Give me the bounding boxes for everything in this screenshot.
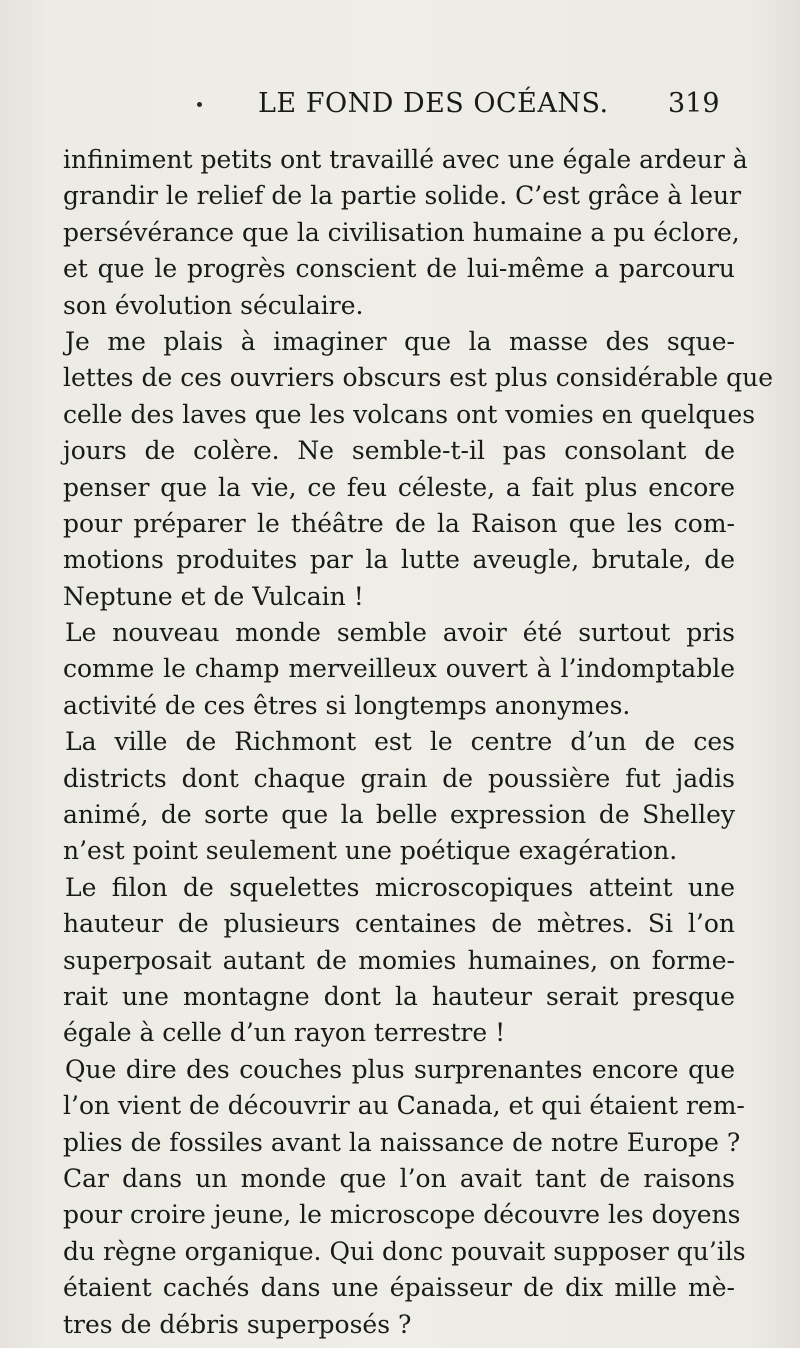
page-number: 319 (668, 88, 720, 119)
printer-mark (197, 102, 202, 107)
running-head (0, 88, 800, 128)
text-line: n’est point seulement une poétique exagération. (63, 836, 678, 866)
text-line: son évolution séculaire. (63, 290, 364, 320)
text-line: comme le champ merveilleux ouvert à l’indomptable (63, 654, 735, 684)
text-line: persévérance que la civilisation humaine a pu éclore, (63, 217, 740, 247)
text-line: Car dans un monde que l’on avait tant de raisons (63, 1163, 735, 1193)
text-line: pour croire jeune, le microscope découvre les doyens (63, 1200, 741, 1230)
text-line: hauteur de plusieurs centaines de mètres. Si l’on (63, 909, 735, 939)
paragraph-start-line: Le nouveau monde semble avoir été surtout pris (65, 618, 735, 648)
text-line: étaient cachés dans une épaisseur de dix mille mè- (63, 1273, 735, 1303)
text-line: rait une montagne dont la hauteur serait presque (63, 981, 735, 1011)
text-line: grandir le relief de la partie solide. C’est grâce à leur (63, 181, 742, 211)
text-line: animé, de sorte que la belle expression de Shelley (63, 800, 735, 830)
text-line: activité de ces êtres si longtemps anonymes. (63, 690, 631, 720)
text-line: et que le progrès conscient de lui-même a parcouru (63, 254, 735, 284)
text-line: motions produites par la lutte aveugle, brutale, de (63, 545, 735, 575)
text-line: penser que la vie, ce feu céleste, a fait plus encore (63, 472, 735, 502)
paragraph-start-line: Que dire des couches plus surprenantes encore que (65, 1054, 735, 1084)
text-line: l’on vient de découvrir au Canada, et qui étaient rem- (63, 1091, 745, 1121)
text-line: lettes de ces ouvriers obscurs est plus considérable que (63, 363, 773, 393)
text-line: superposait autant de momies humaines, on forme- (63, 945, 735, 975)
text-line: pour préparer le théâtre de la Raison que les com- (63, 508, 735, 538)
body-text (63, 142, 773, 1343)
text-line: tres de débris superposés ? (63, 1309, 412, 1339)
running-title: LE FOND DES OCÉANS. (258, 88, 609, 119)
text-line: égale à celle d’un rayon terrestre ! (63, 1018, 506, 1048)
text-line: celle des laves que les volcans ont vomies en quelques (63, 399, 756, 429)
text-line: plies de fossiles avant la naissance de notre Europe ? (63, 1127, 741, 1157)
paragraph-start-line: Je me plais à imaginer que la masse des sque- (65, 326, 735, 356)
text-line: du règne organique. Qui donc pouvait supposer qu’ils (63, 1236, 746, 1266)
text-line: districts dont chaque grain de poussière fut jadis (63, 763, 735, 793)
text-line: infiniment petits ont travaillé avec une égale ardeur à (63, 145, 748, 174)
text-line: jours de colère. Ne semble-t-il pas consolant de (63, 436, 735, 466)
paragraph-start-line: Le filon de squelettes microscopiques atteint une (65, 872, 735, 902)
paragraph-start-line: La ville de Richmont est le centre d’un de ces (65, 727, 735, 757)
text-line: Neptune et de Vulcain ! (63, 581, 364, 611)
